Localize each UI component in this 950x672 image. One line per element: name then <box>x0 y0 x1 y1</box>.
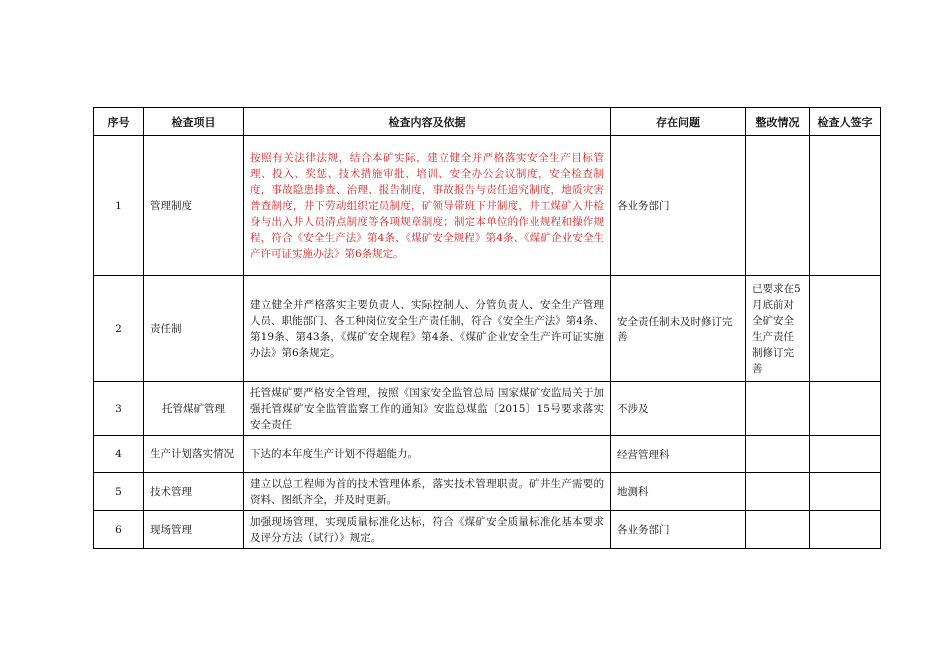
row-item: 技术管理 <box>144 473 244 511</box>
row-problem: 安全责任制未及时修订完善 <box>611 276 746 382</box>
header-row <box>94 108 881 136</box>
row-basis: 按照有关法律法规，结合本矿实际，建立健全并严格落实安全生产目标管理、投入、奖惩、技术措施审批、培训、安全办公会议制度，安全检查制度，事故隐患排查、治理、报告制度，事故报告与责任追究制度，地质灾害普查制度，井下劳动组织定员制度，矿领导带班下井制度，井工煤矿入井检身与出入井人员清点制度等各项规章制度；制定本单位的作业规程和操作规程，符合《安全生产法》第4条、《煤矿安全规程》第4条、《煤矿企业安全生产许可证实施办法》第6条规定。 <box>244 136 611 276</box>
row-item: 现场管理 <box>144 511 244 549</box>
row-rectification: 已要求在5月底前对全矿安全生产责任制修订完善 <box>746 276 810 382</box>
row-signature <box>810 276 881 382</box>
row-no: 4 <box>94 436 144 473</box>
row-basis: 托管煤矿要严格安全管理，按照《国家安全监管总局 国家煤矿安监局关于加强托管煤矿安全监管监察工作的通知》安监总煤监〔2015〕15号要求落实安全责任 <box>244 382 611 436</box>
table-row <box>94 136 881 276</box>
header-no: 序号 <box>94 108 144 136</box>
row-rectification <box>746 382 810 436</box>
row-problem: 各业务部门 <box>611 136 746 276</box>
row-basis: 建立以总工程师为首的技术管理体系，落实技术管理职责。矿井生产需要的资料、图纸齐全，并及时更新。 <box>244 473 611 511</box>
row-no: 5 <box>94 473 144 511</box>
row-problem: 不涉及 <box>611 382 746 436</box>
row-rectification <box>746 436 810 473</box>
row-rectification <box>746 473 810 511</box>
row-item: 责任制 <box>144 276 244 382</box>
row-signature <box>810 436 881 473</box>
header-problem: 存在问题 <box>611 108 746 136</box>
row-problem: 地测科 <box>611 473 746 511</box>
row-signature <box>810 473 881 511</box>
table-row <box>94 436 881 473</box>
header-item: 检查项目 <box>144 108 244 136</box>
table-row <box>94 382 881 436</box>
row-no: 2 <box>94 276 144 382</box>
row-signature <box>810 382 881 436</box>
table-row <box>94 473 881 511</box>
row-rectification <box>746 136 810 276</box>
row-no: 1 <box>94 136 144 276</box>
header-basis: 检查内容及依据 <box>244 108 611 136</box>
inspection-table <box>93 107 881 549</box>
header-signature: 检查人签字 <box>810 108 881 136</box>
table-row <box>94 276 881 382</box>
row-item: 托管煤矿管理 <box>144 382 244 436</box>
header-rectification: 整改情况 <box>746 108 810 136</box>
row-signature <box>810 136 881 276</box>
row-basis: 加强现场管理，实现质量标准化达标，符合《煤矿安全质量标准化基本要求及评分方法（试行）》规定。 <box>244 511 611 549</box>
row-signature <box>810 511 881 549</box>
row-item: 生产计划落实情况 <box>144 436 244 473</box>
row-basis: 下达的本年度生产计划不得超能力。 <box>244 436 611 473</box>
row-no: 3 <box>94 382 144 436</box>
table-row <box>94 511 881 549</box>
row-rectification <box>746 511 810 549</box>
row-basis: 建立健全并严格落实主要负责人、实际控制人、分管负责人、安全生产管理人员、职能部门、各工种岗位安全生产责任制，符合《安全生产法》第4条、第19条、第43条，《煤矿安全规程》第4条、《煤矿企业安全生产许可证实施办法》第6条规定。 <box>244 276 611 382</box>
row-item: 管理制度 <box>144 136 244 276</box>
row-problem: 经营管理科 <box>611 436 746 473</box>
row-no: 6 <box>94 511 144 549</box>
row-problem: 各业务部门 <box>611 511 746 549</box>
